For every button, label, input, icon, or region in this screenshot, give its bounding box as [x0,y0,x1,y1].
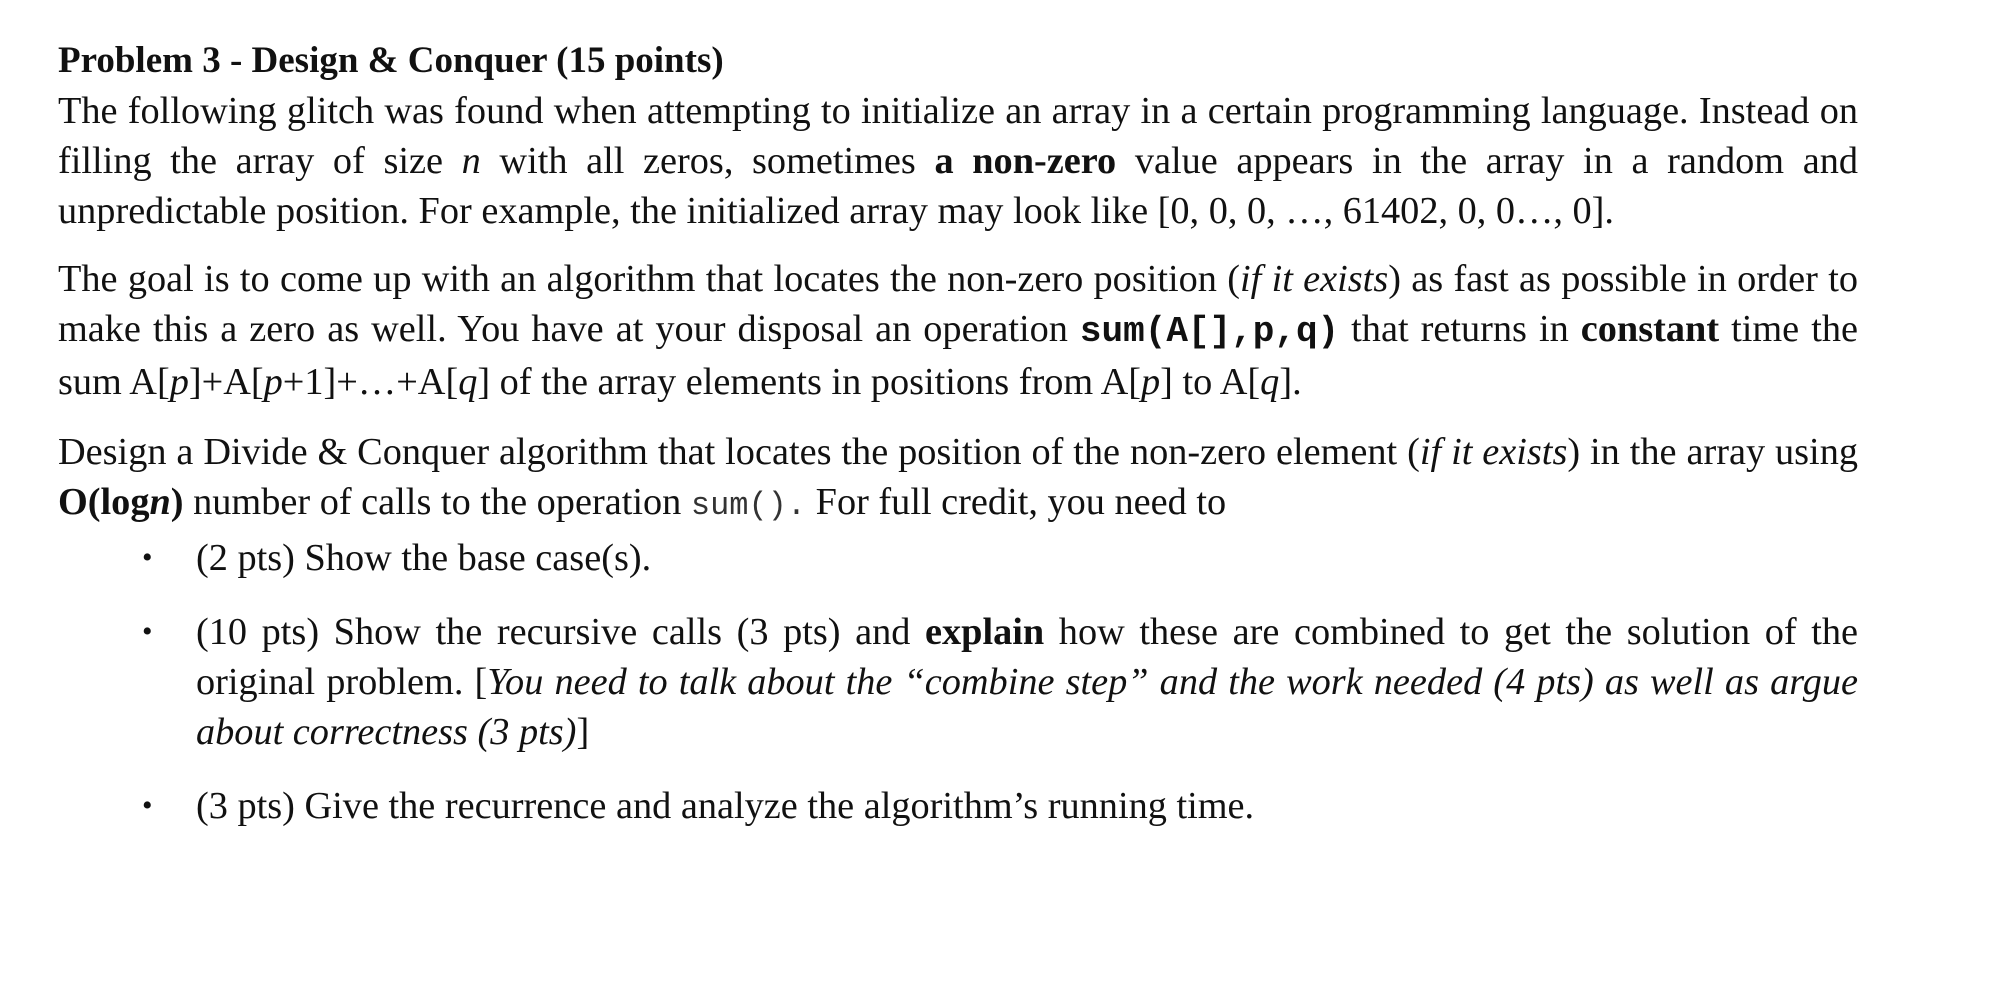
italic-variable: p [263,361,283,403]
italic-variable: p [169,361,189,403]
text-run: The goal is to come up with an algorithm that locates the non-zero position ( [58,258,1240,300]
text-run: value appears in the array in a random and unpredictable position. For example, the initialized array may look like [0, 0, 0, …, 61402, 0, 0…, 0]. [58,140,1859,232]
text-run: ) as fast as possible in order to make this a zero as well. You have at your disposal an operation [58,258,1858,350]
problem-description-paragraph [58,86,1858,236]
text-run: For full credit, you need to [806,481,1227,523]
bullet-icon: • [142,541,153,574]
list-item-base-case [58,533,1858,583]
italic-emphasis: if it exists [1419,431,1568,473]
text-run: ) in the array using [1567,431,1858,473]
list-item-recurrence [58,781,1858,831]
text-run: that returns in [1339,308,1581,350]
text-run: ]+A[ [188,361,264,403]
text-run: with all zeros, sometimes [480,140,935,182]
problem-document [58,36,1858,831]
text-run: time the sum A[ [58,308,1858,403]
text-run: how these are combined to get the solution of the original problem. [ [196,611,1858,703]
bold-emphasis: a non-zero [934,140,1117,182]
text-run: ] [576,711,590,753]
italic-variable: n [461,140,481,182]
italic-variable: n [149,481,171,523]
complexity-bound [58,481,184,523]
requirements-list [58,533,1858,831]
bullet-icon: • [142,615,153,648]
bold-emphasis: constant [1580,308,1720,350]
text-run: Design a Divide & Conquer algorithm that locates the position of the non-zero element ( [58,431,1420,473]
text-run: number of calls to the operation [183,481,691,523]
text-run: (3 pts) Give the recurrence and analyze the algorithm’s running time. [196,785,1255,827]
italic-variable: q [1260,361,1280,403]
bullet-icon: • [142,789,153,822]
text-run: ) [170,481,184,523]
sum-call-code: sum(). [690,487,807,524]
bold-emphasis: explain [925,611,1045,653]
problem-title: Problem 3 - Design & Conquer (15 points) [58,40,724,81]
text-run: (2 pts) Show the base case(s). [196,537,652,579]
italic-variable: p [1141,361,1161,403]
italic-emphasis: if it exists [1240,258,1389,300]
italic-variable: q [458,361,478,403]
task-paragraph [58,427,1858,531]
list-item-recursive-calls [58,607,1858,757]
goal-paragraph [58,254,1858,407]
sum-operation-code: sum(A[],p,q) [1079,311,1340,352]
text-run: +1]+…+A[ [282,361,459,403]
text-run: ] to A[ [1160,361,1261,403]
text-run: ]. [1279,361,1302,403]
text-run: The following glitch was found when attempting to initialize an array in a certain programming language. Instead on filling the array of size [58,90,1858,182]
text-run: O(log [58,481,150,523]
text-run: ] of the array elements in positions from A[ [477,361,1142,403]
italic-note: You need to talk about the “combine step” and the work needed (4 pts) as well as argue about correctness (3 pts) [196,661,1858,753]
text-run: (10 pts) Show the recursive calls (3 pts) and [196,611,926,653]
